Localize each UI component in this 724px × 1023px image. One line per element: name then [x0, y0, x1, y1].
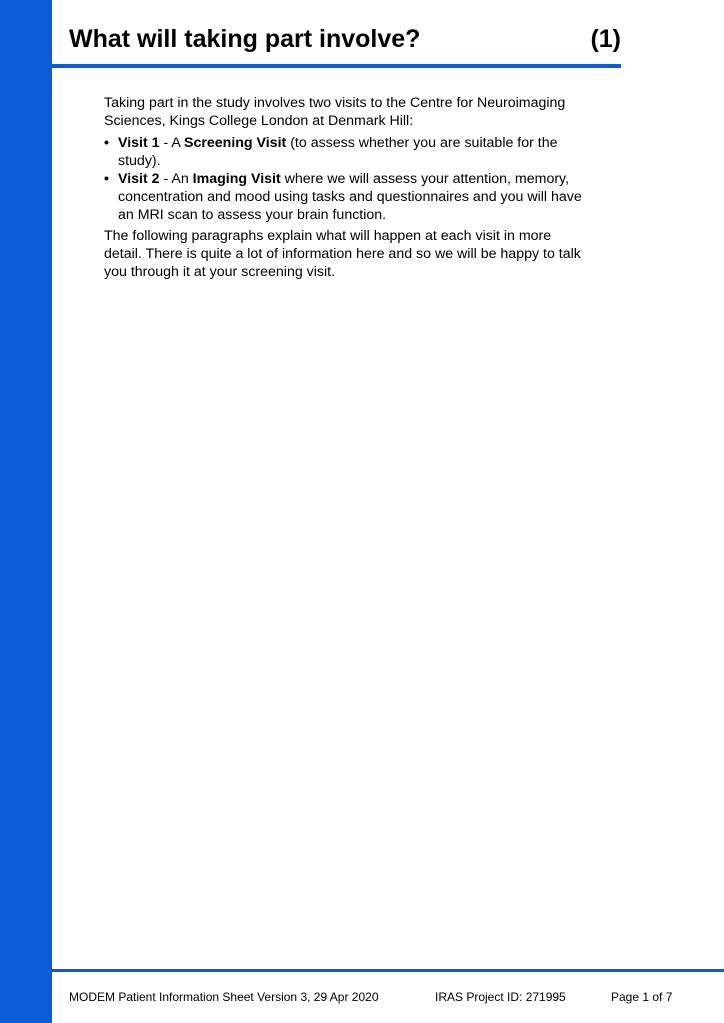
visit-description: (to assess whether you are suitable for the study). — [118, 135, 558, 169]
visit-type: Screening Visit — [184, 135, 287, 151]
page-footer — [69, 989, 679, 1005]
sidebar-color-bar — [0, 0, 52, 1023]
footer-divider — [52, 969, 724, 972]
footer-project-id: IRAS Project ID: 271995 — [435, 990, 566, 1004]
visit-separator: - An — [159, 171, 193, 187]
visit-description: where we will assess your attention, memory, concentration and mood using tasks and questionnaires and you will have an MRI scan to assess your brain function. — [118, 171, 582, 223]
intro-paragraph: Taking part in the study involves two visits to the Centre for Neuroimaging Sciences, Kings College London at Denmark Hill: — [104, 95, 566, 129]
list-item-visit-1 — [104, 134, 584, 170]
bullet-marker: • — [104, 135, 109, 151]
visit-label: Visit 1 — [118, 135, 160, 151]
header-divider — [52, 64, 621, 68]
closing-paragraph: The following paragraphs explain what will happen at each visit in more detail. There is quite a lot of information here and so we will be happy to talk you through it at your screening visit. — [104, 228, 581, 280]
main-content — [104, 94, 584, 281]
section-number: (1) — [590, 25, 621, 53]
visit-list — [104, 134, 584, 224]
bullet-marker: • — [104, 171, 109, 187]
footer-document-info: MODEM Patient Information Sheet Version 3, 29 Apr 2020 — [69, 990, 379, 1004]
visit-type: Imaging Visit — [192, 171, 281, 187]
visit-label: Visit 2 — [118, 171, 160, 187]
page-title: What will taking part involve? — [69, 25, 421, 53]
visit-separator: - A — [159, 135, 184, 151]
footer-page-number: Page 1 of 7 — [611, 990, 673, 1004]
list-item-visit-2 — [104, 170, 584, 224]
page-header — [69, 22, 621, 68]
